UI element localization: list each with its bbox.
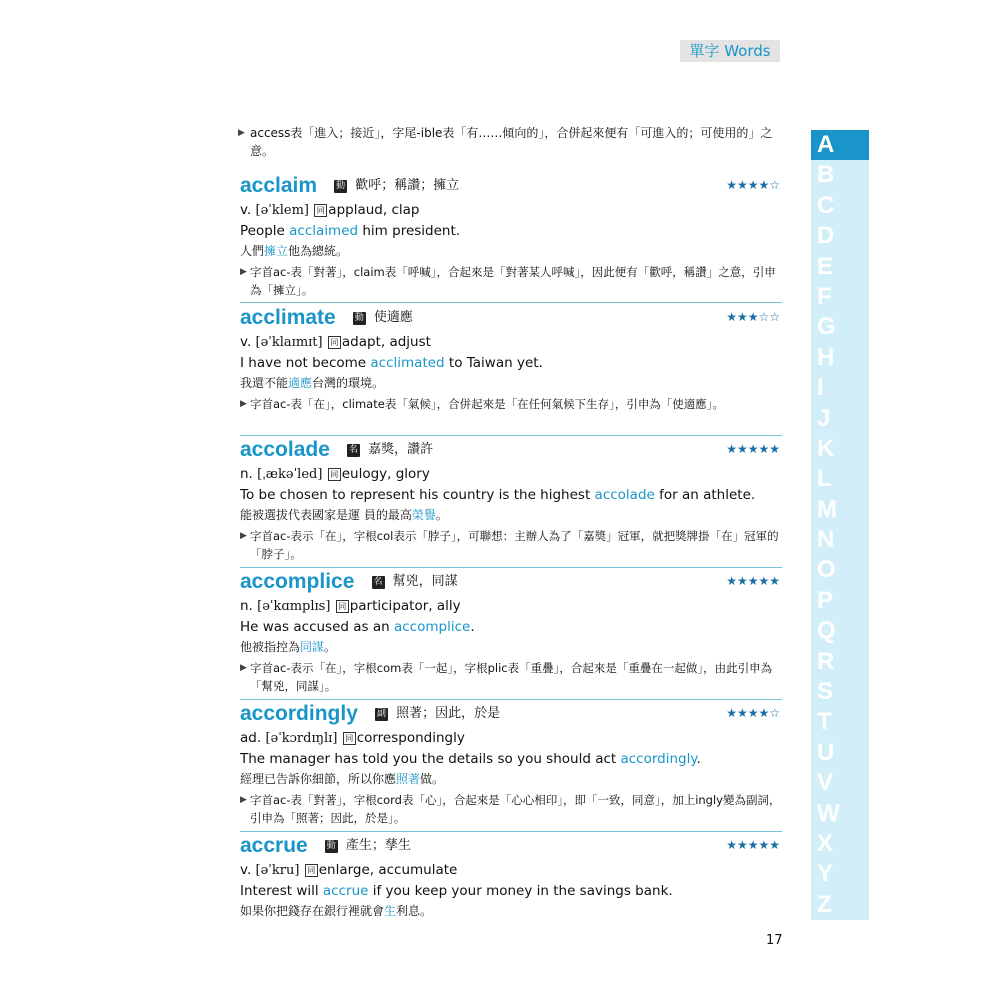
- translation-text: 能被選拔代表國家是運 員的最高: [240, 508, 412, 522]
- example-translation: [240, 770, 782, 789]
- pronunciation-line: [240, 200, 782, 221]
- frequency-stars: ★★★★★: [726, 838, 780, 852]
- etymology-note: [240, 659, 782, 695]
- translation-highlight: 適應: [288, 376, 313, 390]
- example-highlight: acclimated: [370, 355, 445, 371]
- synonym-badge: 同: [336, 600, 349, 613]
- phonetic: [əˈklaɪmɪt]: [255, 335, 323, 350]
- translation-text: 他被指控為: [240, 640, 301, 654]
- word-entry-acclimate: [240, 304, 782, 413]
- chinese-definition: 照著；因此，於是: [396, 706, 501, 721]
- index-letter-f[interactable]: F: [811, 282, 869, 312]
- example-highlight: accrue: [322, 883, 369, 899]
- example-sentence: [240, 881, 782, 901]
- phonetic: [əˈklem]: [255, 203, 309, 218]
- etymology-note: [240, 263, 782, 299]
- etymology-text: 字首ac-表「對著」，字根cord表「心」，合起來是「心心相印」，即「一致，同意」，加上ingly變為副詞，引申為「照著；因此，於是」。: [250, 793, 781, 825]
- headword: accordingly: [240, 702, 358, 725]
- translation-text: 他為總統。: [288, 244, 349, 258]
- example-text: him president.: [358, 223, 461, 239]
- synonym-badge: 同: [328, 468, 341, 481]
- index-letter-q[interactable]: Q: [811, 616, 869, 646]
- alphabet-thumb-index: [811, 130, 869, 920]
- example-sentence: [240, 221, 782, 241]
- word-entry-accrue: [240, 832, 782, 921]
- index-letter-d[interactable]: D: [811, 221, 869, 251]
- synonym-badge: 同: [314, 204, 327, 217]
- example-text: .: [470, 619, 475, 635]
- example-translation: [240, 902, 782, 921]
- translation-text: 。: [324, 640, 337, 654]
- index-letter-b[interactable]: B: [811, 160, 869, 190]
- etymology-text: 字首ac-表示「在」，字根col表示「脖子」，可聯想：主辦人為了「嘉獎」冠軍，就把獎牌掛「在」冠軍的「脖子」。: [250, 529, 779, 561]
- index-letter-n[interactable]: N: [811, 525, 869, 555]
- translation-text: 人們: [240, 244, 265, 258]
- index-letter-m[interactable]: M: [811, 495, 869, 525]
- synonyms: applaud, clap: [328, 202, 420, 218]
- index-letter-j[interactable]: J: [811, 404, 869, 434]
- phonetic: [əˈkru]: [255, 863, 300, 878]
- example-text: I have not become: [240, 355, 371, 371]
- index-letter-k[interactable]: K: [811, 434, 869, 464]
- pronunciation-line: [240, 728, 782, 749]
- index-letter-e[interactable]: E: [811, 252, 869, 282]
- index-letter-c[interactable]: C: [811, 191, 869, 221]
- pos-badge: 動: [354, 313, 364, 323]
- example-sentence: [240, 617, 782, 637]
- synonyms: eulogy, glory: [341, 466, 430, 482]
- translation-text: 台灣的環境。: [312, 376, 385, 390]
- etymology-text: 字首ac-表「對著」，claim表「呼喊」，合起來是「對著某人呼喊」，因此便有「歡呼，稱讚」之意，引申為「擁立」。: [250, 265, 776, 297]
- triangle-bullet-icon: ▶: [240, 399, 247, 409]
- example-sentence: [240, 485, 782, 505]
- example-sentence: [240, 353, 782, 373]
- phonetic: [ˌækəˈled]: [257, 467, 323, 482]
- synonyms: participator, ally: [349, 598, 461, 614]
- example-sentence: [240, 749, 782, 769]
- index-letter-s[interactable]: S: [811, 677, 869, 707]
- part-of-speech: v.: [240, 334, 252, 350]
- index-letter-y[interactable]: Y: [811, 859, 869, 889]
- example-highlight: accordingly: [620, 751, 697, 767]
- part-of-speech: n.: [240, 598, 253, 614]
- example-text: .: [696, 751, 701, 767]
- synonyms: enlarge, accumulate: [318, 862, 458, 878]
- translation-text: 做。: [420, 772, 445, 786]
- entry-divider: [240, 302, 782, 303]
- index-letter-w[interactable]: W: [811, 799, 869, 829]
- translation-highlight: 生: [384, 904, 397, 918]
- index-letter-h[interactable]: H: [811, 343, 869, 373]
- example-highlight: accomplice: [393, 619, 471, 635]
- example-text: Interest will: [240, 883, 323, 899]
- etymology-note: [240, 791, 782, 827]
- pos-badge: 動: [336, 181, 346, 191]
- synonyms: adapt, adjust: [341, 334, 431, 350]
- section-header-tab: 單字 Words: [680, 40, 780, 62]
- chinese-definition: 幫兇，同謀: [392, 574, 458, 589]
- synonym-badge: 同: [343, 732, 356, 745]
- translation-text: 經理已告訴你細節，所以你應: [240, 772, 397, 786]
- index-letter-z[interactable]: Z: [811, 890, 869, 920]
- headword: accolade: [240, 438, 330, 461]
- phonetic: [əˈkɑmplɪs]: [257, 599, 331, 614]
- index-letter-t[interactable]: T: [811, 707, 869, 737]
- example-text: People: [240, 223, 290, 239]
- index-letter-a[interactable]: A: [811, 130, 869, 160]
- pos-badge: 動: [326, 841, 336, 851]
- part-of-speech: v.: [240, 202, 252, 218]
- word-entry-accordingly: [240, 700, 782, 827]
- example-text: for an athlete.: [654, 487, 756, 503]
- pronunciation-line: [240, 860, 782, 881]
- phonetic: [əˈkɔrdɪŋlɪ]: [265, 731, 338, 746]
- chinese-definition: 嘉獎，讚許: [368, 442, 434, 457]
- translation-highlight: 同謀: [300, 640, 325, 654]
- translation-highlight: 榮譽: [411, 508, 436, 522]
- chinese-definition: 歡呼；稱讚；擁立: [355, 178, 460, 193]
- chinese-definition: 使適應: [373, 310, 413, 325]
- pronunciation-line: [240, 596, 782, 617]
- part-of-speech: v.: [240, 862, 252, 878]
- intro-note-text: access表「進入；接近」，字尾-ible表「有……傾向的」，合併起來便有「可進入的；可使用的」之意。: [250, 126, 773, 158]
- example-text: The manager has told you the details so you should act: [240, 751, 621, 767]
- pos-badge: 副: [376, 709, 386, 719]
- index-letter-g[interactable]: G: [811, 312, 869, 342]
- etymology-note: [240, 527, 782, 563]
- example-highlight: acclaimed: [289, 223, 359, 239]
- translation-text: 如果你把錢存在銀行裡就會: [240, 904, 385, 918]
- word-entry-acclaim: [240, 172, 782, 299]
- index-letter-p[interactable]: P: [811, 586, 869, 616]
- translation-text: 。: [435, 508, 448, 522]
- frequency-stars: ★★★★★: [726, 574, 780, 588]
- frequency-stars: ★★★★★: [726, 442, 780, 456]
- example-translation: [240, 638, 782, 657]
- index-letter-l[interactable]: L: [811, 464, 869, 494]
- example-highlight: accolade: [594, 487, 655, 503]
- part-of-speech: n.: [240, 466, 253, 482]
- index-letter-x[interactable]: X: [811, 829, 869, 859]
- example-translation: [240, 242, 782, 261]
- pos-badge: 名: [348, 445, 358, 455]
- pronunciation-line: [240, 464, 782, 485]
- triangle-bullet-icon: ▶: [240, 795, 247, 805]
- chinese-definition: 產生；孳生: [345, 838, 411, 853]
- synonyms: correspondingly: [356, 730, 465, 746]
- translation-text: 利息。: [396, 904, 433, 918]
- example-text: if you keep your money in the savings bank.: [368, 883, 673, 899]
- part-of-speech: ad.: [240, 730, 262, 746]
- frequency-stars: ★★★★☆: [726, 178, 780, 192]
- translation-text: 我還不能: [240, 376, 289, 390]
- triangle-bullet-icon: ▶: [240, 531, 247, 541]
- translation-highlight: 照著: [396, 772, 421, 786]
- triangle-bullet-icon: ▶: [238, 128, 245, 138]
- etymology-text: 字首ac-表「在」，climate表「氣候」，合併起來是「在任何氣候下生存」，引申為「使適應」。: [250, 397, 725, 411]
- word-entry-accomplice: [240, 568, 782, 695]
- triangle-bullet-icon: ▶: [240, 267, 247, 277]
- index-letter-u[interactable]: U: [811, 738, 869, 768]
- example-text: To be chosen to represent his country is the highest: [240, 487, 595, 503]
- etymology-text: 字首ac-表示「在」，字根com表「一起」，字根plic表「重疊」，合起來是「重疊在一起做」，由此引申為「幫兇，同謀」。: [250, 661, 773, 693]
- headword: acclimate: [240, 306, 336, 329]
- synonym-badge: 同: [305, 864, 318, 877]
- example-translation: [240, 506, 782, 525]
- example-text: He was accused as an: [240, 619, 394, 635]
- frequency-stars: ★★★☆☆: [726, 310, 780, 324]
- synonym-badge: 同: [328, 336, 341, 349]
- page-number: 17: [766, 933, 783, 948]
- example-text: to Taiwan yet.: [444, 355, 543, 371]
- index-letter-v[interactable]: V: [811, 768, 869, 798]
- word-entry-accolade: [240, 436, 782, 563]
- index-letter-o[interactable]: O: [811, 555, 869, 585]
- example-translation: [240, 374, 782, 393]
- pos-badge: 名: [373, 577, 383, 587]
- headword: acclaim: [240, 174, 318, 197]
- translation-highlight: 擁立: [264, 244, 289, 258]
- triangle-bullet-icon: ▶: [240, 663, 247, 673]
- pronunciation-line: [240, 332, 782, 353]
- frequency-stars: ★★★★☆: [726, 706, 780, 720]
- index-letter-r[interactable]: R: [811, 647, 869, 677]
- headword: accrue: [240, 834, 308, 857]
- index-letter-i[interactable]: I: [811, 373, 869, 403]
- intro-etymology-note: [238, 124, 782, 160]
- headword: accomplice: [240, 570, 355, 593]
- etymology-note: [240, 395, 782, 413]
